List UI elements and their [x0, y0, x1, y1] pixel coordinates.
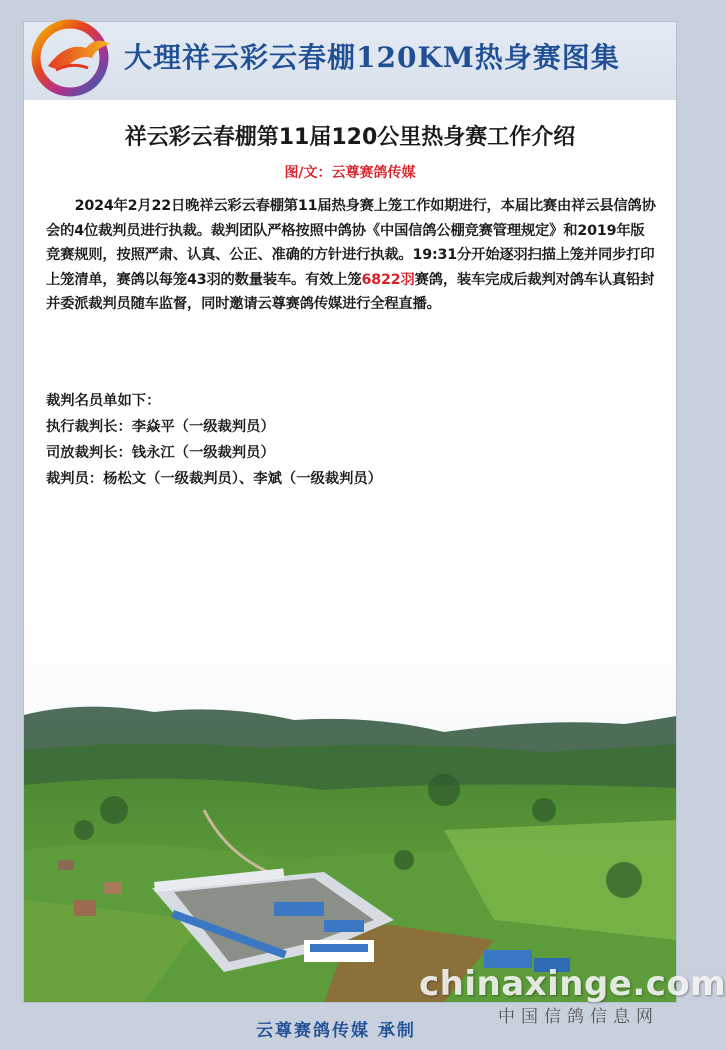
referee-line-chief: 执行裁判长：李焱平（一级裁判员）: [46, 419, 275, 435]
referee-line-release: 司放裁判长：钱永江（一级裁判员）: [46, 445, 275, 461]
site-watermark: chinaxinge.com: [419, 964, 726, 1004]
article-byline: 图/文：云尊赛鸽传媒: [284, 165, 416, 181]
referee-list: [46, 388, 658, 492]
referee-heading: 裁判名员单如下：: [46, 393, 161, 409]
referee-line-members: 裁判员：杨松文（一级裁判员）、李斌（一级裁判员）: [46, 471, 382, 487]
article-title: 祥云彩云春棚第11届120公里热身赛工作介绍: [124, 125, 576, 150]
paragraph-text: 2024年2月22日晚祥云彩云春棚第11届热身赛上笼工作如期进行，本届比赛由祥云县信鸽协会的4位裁判员进行执裁。裁判团队严格按照中鸽协《中国信鸽公棚竞赛管理规定》和2019年版竞赛规则，按照严肃、认真、公正、准确的方针进行执裁。19:31分开始逐羽扫描上笼并同步打印上笼清单，赛鸽以每笼43羽的数量装车。有效上笼: [46, 198, 656, 288]
pigeon-count-highlight: 6822羽: [361, 271, 415, 288]
club-logo-icon: [26, 14, 114, 98]
footer-producer: 云尊赛鸽传媒 承制: [256, 1021, 416, 1041]
paragraph-text-cont: 赛鸽，装车完成后裁判对鸽车认真铅封并委派裁判员随车监督，同时邀请云尊赛鸽传媒进行全程直播。: [46, 271, 655, 312]
aerial-loft-photo: [24, 620, 726, 1004]
header-banner: [24, 22, 676, 100]
aerial-landscape-image: [24, 620, 676, 1002]
header-title: 大理祥云彩云春棚120KM热身赛图集: [124, 41, 620, 74]
footer-site-name: 中国信鸽信息网: [498, 1007, 659, 1027]
article-paragraph: [46, 194, 658, 317]
poster-frame: [24, 22, 726, 1004]
